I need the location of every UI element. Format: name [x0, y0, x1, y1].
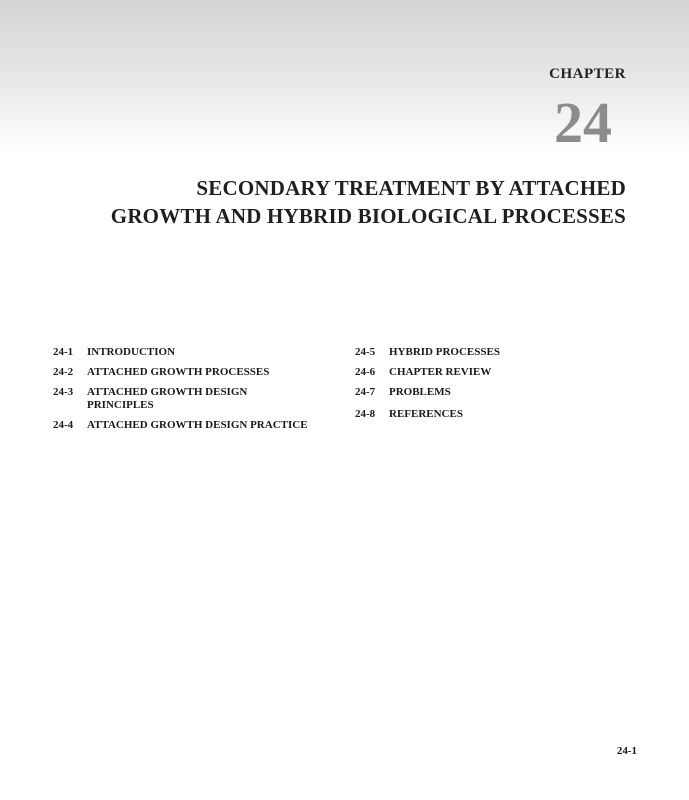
- toc-item: [53, 366, 343, 379]
- toc-item-title: INTRODUCTION: [87, 346, 176, 358]
- toc-item-number: 24-4: [53, 419, 74, 431]
- page-number: 24-1: [616, 745, 637, 757]
- chapter-title: [26, 174, 626, 230]
- toc-item-number: 24-5: [355, 346, 376, 358]
- toc-item-title: REFERENCES: [389, 408, 463, 420]
- chapter-number: 24: [554, 90, 612, 155]
- toc-item: [355, 366, 645, 379]
- toc-item-title: ATTACHED GROWTH DESIGN PRINCIPLES: [87, 386, 248, 411]
- toc-item-number: 24-3: [53, 386, 74, 398]
- toc-item-number: 24-1: [53, 346, 74, 358]
- toc-item: [53, 386, 343, 412]
- toc-item-number: 24-8: [355, 408, 376, 420]
- toc-item-number: 24-7: [355, 386, 376, 398]
- chapter-label: CHAPTER: [549, 66, 626, 82]
- toc-item-title: ATTACHED GROWTH DESIGN PRACTICE: [87, 419, 308, 431]
- toc-column-right: [355, 346, 645, 428]
- toc-item: [53, 346, 343, 359]
- chapter-title-line-1: SECONDARY TREATMENT BY ATTACHED: [196, 176, 626, 200]
- toc-column-left: [53, 346, 343, 439]
- toc-item: [355, 386, 645, 399]
- toc-item: [355, 346, 645, 359]
- toc-item-title: ATTACHED GROWTH PROCESSES: [87, 366, 270, 378]
- toc-item: [355, 408, 645, 421]
- toc-item-title: HYBRID PROCESSES: [389, 346, 500, 358]
- chapter-title-line-2: GROWTH AND HYBRID BIOLOGICAL PROCESSES: [110, 204, 626, 228]
- toc-item-title: CHAPTER REVIEW: [389, 366, 492, 378]
- toc-item-title: PROBLEMS: [389, 386, 451, 398]
- toc-item: [53, 419, 343, 432]
- toc-item-number: 24-6: [355, 366, 376, 378]
- toc-item-number: 24-2: [53, 366, 74, 378]
